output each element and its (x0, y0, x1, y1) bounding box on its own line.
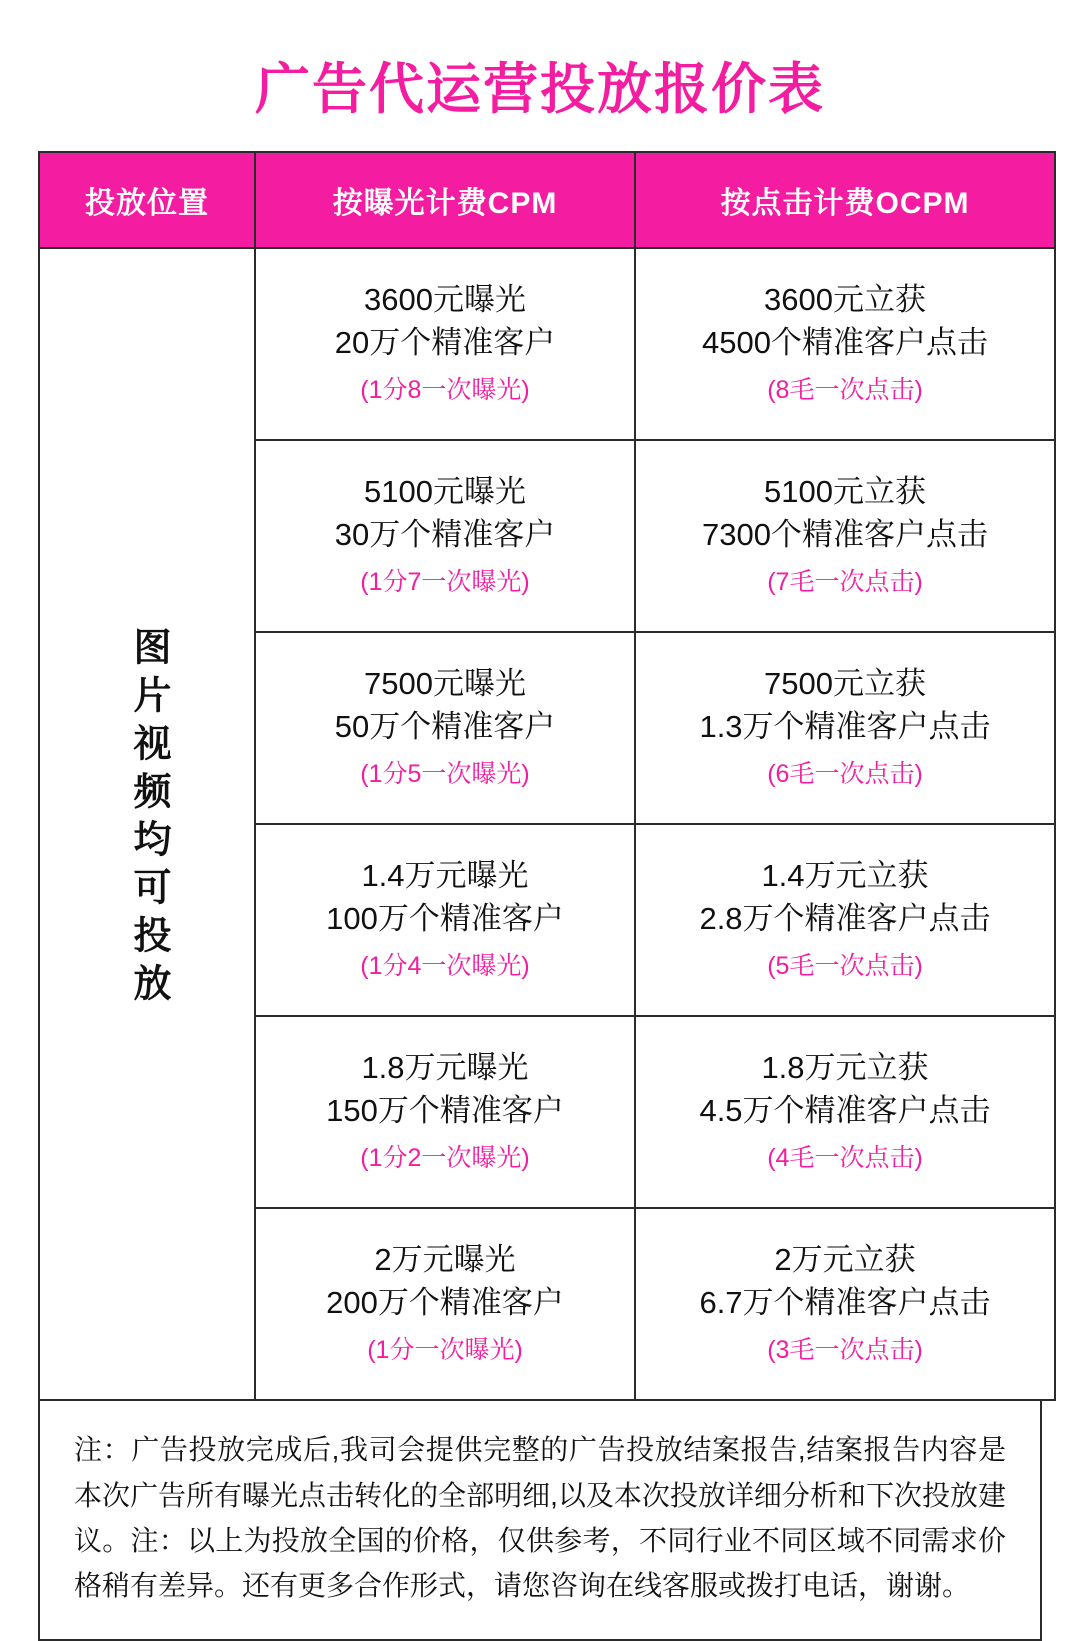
ocpm-note-1: (8毛一次点击) (767, 375, 923, 404)
table-header-row (39, 152, 1055, 248)
cpm-line1-4: 1.4万元曝光 (361, 858, 529, 894)
cpm-note-4: (1分4一次曝光) (360, 951, 530, 980)
cpm-note-5: (1分2一次曝光) (360, 1143, 530, 1172)
cell-cpm-2 (255, 440, 635, 632)
cpm-line2-3: 50万个精准客户 (334, 709, 556, 744)
ocpm-line2-6: 6.7万个精准客户点击 (699, 1285, 991, 1320)
ocpm-line1-4: 1.4万元立获 (761, 858, 929, 894)
ocpm-line1-2: 5100元立获 (764, 474, 926, 510)
page-title: 广告代运营投放报价表 (254, 58, 825, 120)
ocpm-line2-3: 1.3万个精准客户点击 (699, 709, 991, 744)
ocpm-line1-3: 7500元立获 (764, 666, 926, 702)
cpm-line2-4: 100万个精准客户 (326, 901, 564, 936)
cpm-line1-6: 2万元曝光 (374, 1242, 516, 1278)
position-label-cell (39, 248, 255, 1400)
footnote-text: 注：广告投放完成后,我司会提供完整的广告投放结案报告,结案报告内容是本次广告所有曝光点击转化的全部明细,以及本次投放详细分析和下次投放建议。注：以上为投放全国的价格，仅供参考，不同行业不同区域不同需求价格稍有差异。还有更多合作形式，请您咨询在线客服或拨打电话，谢谢。 (74, 1434, 1006, 1602)
cpm-line2-6: 200万个精准客户 (326, 1285, 564, 1320)
cell-ocpm-1 (635, 248, 1055, 440)
ocpm-note-6: (3毛一次点击) (767, 1335, 923, 1364)
header-cpm: 按曝光计费CPM (255, 152, 635, 248)
cpm-note-1: (1分8一次曝光) (360, 375, 530, 404)
cpm-note-3: (1分5一次曝光) (360, 759, 530, 788)
ocpm-line2-4: 2.8万个精准客户点击 (699, 901, 991, 936)
cell-ocpm-2 (635, 440, 1055, 632)
ocpm-line2-1: 4500个精准客户点击 (702, 325, 988, 360)
cpm-note-6: (1分一次曝光) (367, 1335, 523, 1364)
cpm-line2-2: 30万个精准客户 (334, 517, 556, 552)
footnote-box (38, 1401, 1042, 1640)
cpm-line1-2: 5100元曝光 (364, 474, 526, 510)
ocpm-line2-5: 4.5万个精准客户点击 (699, 1093, 991, 1128)
table-body (39, 248, 1055, 1400)
cpm-line2-5: 150万个精准客户 (326, 1093, 564, 1128)
cpm-line1-5: 1.8万元曝光 (361, 1050, 529, 1086)
cpm-line1-1: 3600元曝光 (364, 282, 526, 318)
cpm-line2-1: 20万个精准客户 (334, 325, 556, 360)
ocpm-note-3: (6毛一次点击) (767, 759, 923, 788)
cell-ocpm-6 (635, 1208, 1055, 1400)
pricing-table (38, 151, 1056, 1401)
ocpm-note-4: (5毛一次点击) (767, 951, 923, 980)
ocpm-line1-1: 3600元立获 (764, 282, 926, 318)
header-ocpm: 按点击计费OCPM (635, 152, 1055, 248)
cell-ocpm-3 (635, 632, 1055, 824)
table-row (39, 248, 1055, 440)
position-label-text: 图片视频均可投放 (126, 627, 169, 1012)
ocpm-note-2: (7毛一次点击) (767, 567, 923, 596)
table-header (39, 152, 1055, 248)
cpm-note-2: (1分7一次曝光) (360, 567, 530, 596)
cell-cpm-6 (255, 1208, 635, 1400)
cell-cpm-1 (255, 248, 635, 440)
ocpm-line1-6: 2万元立获 (774, 1242, 916, 1278)
cell-cpm-3 (255, 632, 635, 824)
cell-ocpm-5 (635, 1016, 1055, 1208)
cell-cpm-4 (255, 824, 635, 1016)
header-position: 投放位置 (39, 152, 255, 248)
ocpm-note-5: (4毛一次点击) (767, 1143, 923, 1172)
cell-cpm-5 (255, 1016, 635, 1208)
cpm-line1-3: 7500元曝光 (364, 666, 526, 702)
cell-ocpm-4 (635, 824, 1055, 1016)
ocpm-line1-5: 1.8万元立获 (761, 1050, 929, 1086)
ocpm-line2-2: 7300个精准客户点击 (702, 517, 988, 552)
